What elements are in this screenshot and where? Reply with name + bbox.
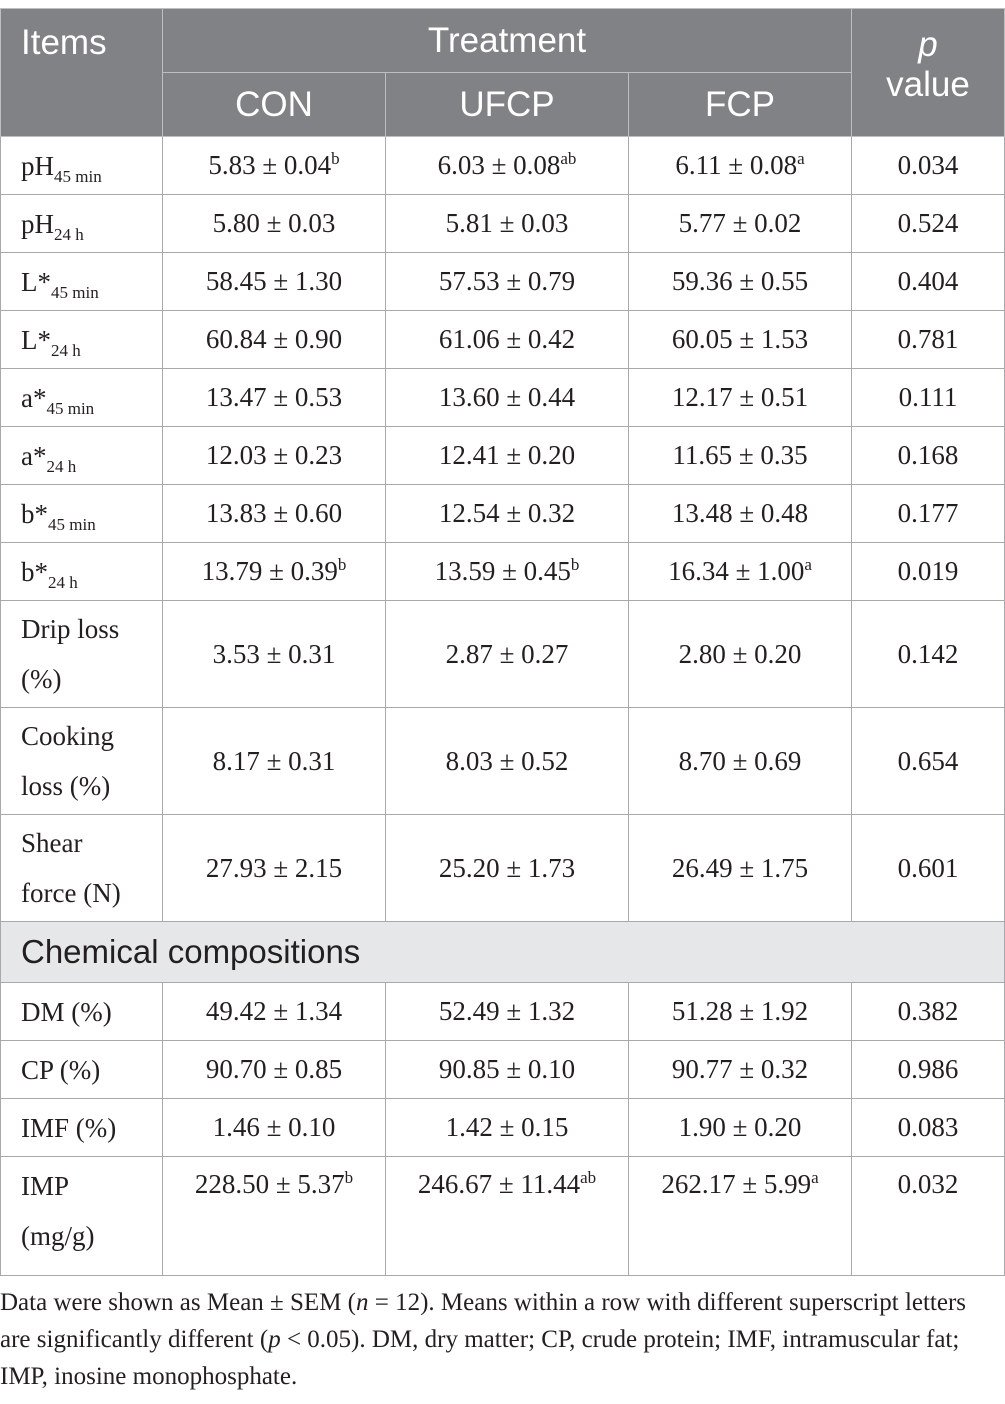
table-row <box>1 601 1005 708</box>
cell-ufcp: 246.67 ± 11.44$^{ab}$ <box>386 1157 629 1276</box>
cell-ufcp: 52.49 ± 1.32 <box>386 983 629 1041</box>
row-label: $a*_{45 min}$ <box>1 369 163 427</box>
cell-con: 3.53 ± 0.31 <box>163 601 386 708</box>
cell-fcp: 16.34 ± 1.00$^a$ <box>629 543 852 601</box>
header-value-label: value <box>886 65 970 104</box>
cell-fcp: 11.65 ± 0.35 <box>629 427 852 485</box>
cell-con: 49.42 ± 1.34 <box>163 983 386 1041</box>
cell-con: 90.70 ± 0.85 <box>163 1041 386 1099</box>
table-footnote: Data were shown as Mean ± SEM (n = 12). Means within a row with different superscript letters are significantly different (p < 0.05). DM, dry matter; CP, crude protein; IMF, intramuscular fat; IMP, inosine monophosphate. <box>0 1289 967 1390</box>
cell-fcp: 262.17 ± 5.99$^a$ <box>629 1157 852 1276</box>
row-label: Drip loss (%) <box>1 601 163 708</box>
header-p-italic: p <box>918 25 938 64</box>
cell-con: 60.84 ± 0.90 <box>163 311 386 369</box>
cell-fcp: 5.77 ± 0.02 <box>629 195 852 253</box>
table-row <box>1 1041 1005 1099</box>
row-label: $L*_{45 min}$ <box>1 253 163 311</box>
table-row <box>1 137 1005 195</box>
table-row <box>1 369 1005 427</box>
cell-fcp: 26.49 ± 1.75 <box>629 815 852 922</box>
section-row <box>1 922 1005 983</box>
header-treatment: Treatment <box>163 9 852 73</box>
row-label: $b*_{45 min}$ <box>1 485 163 543</box>
row-label: Cooking loss (%) <box>1 708 163 815</box>
row-label: $L*_{24 h}$ <box>1 311 163 369</box>
cell-ufcp: 13.60 ± 0.44 <box>386 369 629 427</box>
cell-p: 0.019 <box>852 543 1005 601</box>
table-row <box>1 1157 1005 1276</box>
cell-p: 0.404 <box>852 253 1005 311</box>
table-row <box>1 983 1005 1041</box>
cell-ufcp: 5.81 ± 0.03 <box>386 195 629 253</box>
header-p-value <box>852 9 1005 137</box>
cell-p: 0.111 <box>852 369 1005 427</box>
cell-con: 8.17 ± 0.31 <box>163 708 386 815</box>
table-row <box>1 485 1005 543</box>
cell-p: 0.654 <box>852 708 1005 815</box>
row-label: $pH_{45 min}$ <box>1 137 163 195</box>
header-con: CON <box>163 73 386 137</box>
cell-ufcp: 6.03 ± 0.08$^{ab}$ <box>386 137 629 195</box>
cell-p: 0.601 <box>852 815 1005 922</box>
cell-ufcp: 90.85 ± 0.10 <box>386 1041 629 1099</box>
row-label: $b*_{24 h}$ <box>1 543 163 601</box>
cell-p: 0.177 <box>852 485 1005 543</box>
table-row <box>1 543 1005 601</box>
cell-fcp: 60.05 ± 1.53 <box>629 311 852 369</box>
cell-con: 12.03 ± 0.23 <box>163 427 386 485</box>
cell-p: 0.986 <box>852 1041 1005 1099</box>
table-row <box>1 427 1005 485</box>
cell-fcp: 90.77 ± 0.32 <box>629 1041 852 1099</box>
cell-p: 0.781 <box>852 311 1005 369</box>
cell-fcp: 12.17 ± 0.51 <box>629 369 852 427</box>
cell-p: 0.034 <box>852 137 1005 195</box>
table-row <box>1 815 1005 922</box>
cell-ufcp: 2.87 ± 0.27 <box>386 601 629 708</box>
table-row <box>1 708 1005 815</box>
cell-ufcp: 61.06 ± 0.42 <box>386 311 629 369</box>
cell-ufcp: 12.54 ± 0.32 <box>386 485 629 543</box>
cell-con: 5.80 ± 0.03 <box>163 195 386 253</box>
section-title: Chemical compositions <box>1 922 1005 983</box>
cell-ufcp: 1.42 ± 0.15 <box>386 1099 629 1157</box>
cell-fcp: 13.48 ± 0.48 <box>629 485 852 543</box>
row-label: $pH_{24 h}$ <box>1 195 163 253</box>
cell-fcp: 6.11 ± 0.08$^a$ <box>629 137 852 195</box>
row-label: $a*_{24 h}$ <box>1 427 163 485</box>
cell-p: 0.382 <box>852 983 1005 1041</box>
cell-fcp: 8.70 ± 0.69 <box>629 708 852 815</box>
table-row <box>1 1099 1005 1157</box>
cell-con: 13.47 ± 0.53 <box>163 369 386 427</box>
cell-ufcp: 13.59 ± 0.45$^b$ <box>386 543 629 601</box>
table-row <box>1 253 1005 311</box>
row-label: IMF (%) <box>1 1099 163 1157</box>
cell-p: 0.142 <box>852 601 1005 708</box>
row-label: Shear force (N) <box>1 815 163 922</box>
cell-p: 0.168 <box>852 427 1005 485</box>
cell-ufcp: 25.20 ± 1.73 <box>386 815 629 922</box>
header-fcp: FCP <box>629 73 852 137</box>
row-label: IMP (mg/g) <box>1 1157 163 1276</box>
cell-ufcp: 12.41 ± 0.20 <box>386 427 629 485</box>
cell-fcp: 51.28 ± 1.92 <box>629 983 852 1041</box>
cell-p: 0.524 <box>852 195 1005 253</box>
header-ufcp: UFCP <box>386 73 629 137</box>
cell-fcp: 59.36 ± 0.55 <box>629 253 852 311</box>
cell-con: 5.83 ± 0.04$^b$ <box>163 137 386 195</box>
results-table <box>0 8 1005 1276</box>
cell-ufcp: 57.53 ± 0.79 <box>386 253 629 311</box>
cell-p: 0.083 <box>852 1099 1005 1157</box>
cell-fcp: 1.90 ± 0.20 <box>629 1099 852 1157</box>
cell-con: 58.45 ± 1.30 <box>163 253 386 311</box>
table-row <box>1 311 1005 369</box>
cell-fcp: 2.80 ± 0.20 <box>629 601 852 708</box>
header-items: Items <box>1 9 163 137</box>
row-label: CP (%) <box>1 1041 163 1099</box>
table-row <box>1 195 1005 253</box>
cell-con: 1.46 ± 0.10 <box>163 1099 386 1157</box>
cell-con: 27.93 ± 2.15 <box>163 815 386 922</box>
cell-con: 228.50 ± 5.37$^b$ <box>163 1157 386 1276</box>
cell-p: 0.032 <box>852 1157 1005 1276</box>
cell-con: 13.83 ± 0.60 <box>163 485 386 543</box>
row-label: DM (%) <box>1 983 163 1041</box>
cell-ufcp: 8.03 ± 0.52 <box>386 708 629 815</box>
cell-con: 13.79 ± 0.39$^b$ <box>163 543 386 601</box>
